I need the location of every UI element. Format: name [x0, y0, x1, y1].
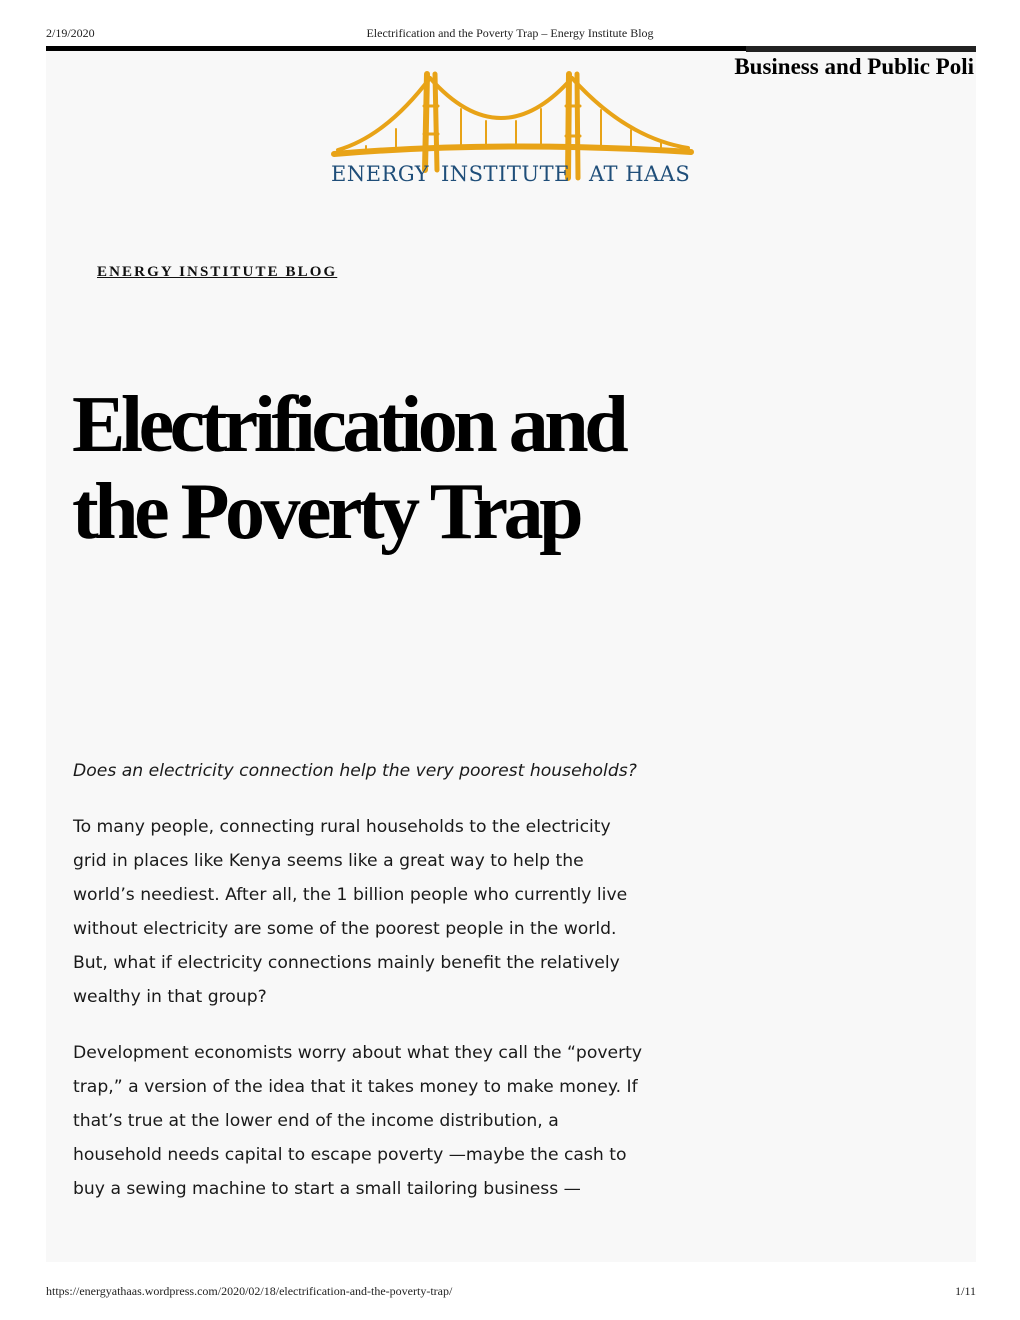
- print-page-number: 1/11: [955, 1284, 976, 1298]
- logo-word-at-haas: AT HAAS: [589, 162, 691, 186]
- print-url: https://energyathaas.wordpress.com/2020/02/18/electrification-and-the-poverty-trap/: [46, 1284, 453, 1298]
- print-footer: [0, 1278, 1020, 1302]
- print-header: [0, 0, 1020, 40]
- post-subtitle: Does an electricity connection help the very poorest households?: [73, 761, 637, 781]
- post-body: [73, 754, 648, 1228]
- logo-word-institute: INSTITUTE: [441, 162, 570, 186]
- post-paragraph-1: To many people, connecting rural households to the electricity grid in places like Kenya seems like a great way to help the world’s neediest. After all, the 1 billion people who currently live without electricity are some of the poorest people in the world. But, what if electricity connections mainly benefit the relatively wealthy in that group?: [73, 817, 628, 1007]
- page-content: [46, 46, 976, 1262]
- site-header-title[interactable]: Business and Public Poli: [734, 54, 974, 79]
- print-page-title: Electrification and the Poverty Trap – Energy Institute Blog: [366, 26, 654, 40]
- print-date: 2/19/2020: [46, 26, 95, 40]
- logo-word-energy: ENERGY: [331, 162, 430, 186]
- post-paragraph-2: Development economists worry about what they call the “poverty trap,” a version of the idea that it takes money to make money. If that’s true at the lower end of the income distribution, a household needs capital to escape poverty —maybe the cash to buy a sewing machine to start a small tailoring business —: [73, 1043, 643, 1199]
- blog-home-link[interactable]: ENERGY INSTITUTE BLOG: [97, 264, 338, 280]
- post-title: Electrification and the Poverty Trap: [72, 381, 625, 556]
- top-strip: [746, 46, 976, 52]
- energy-institute-logo[interactable]: [326, 66, 696, 191]
